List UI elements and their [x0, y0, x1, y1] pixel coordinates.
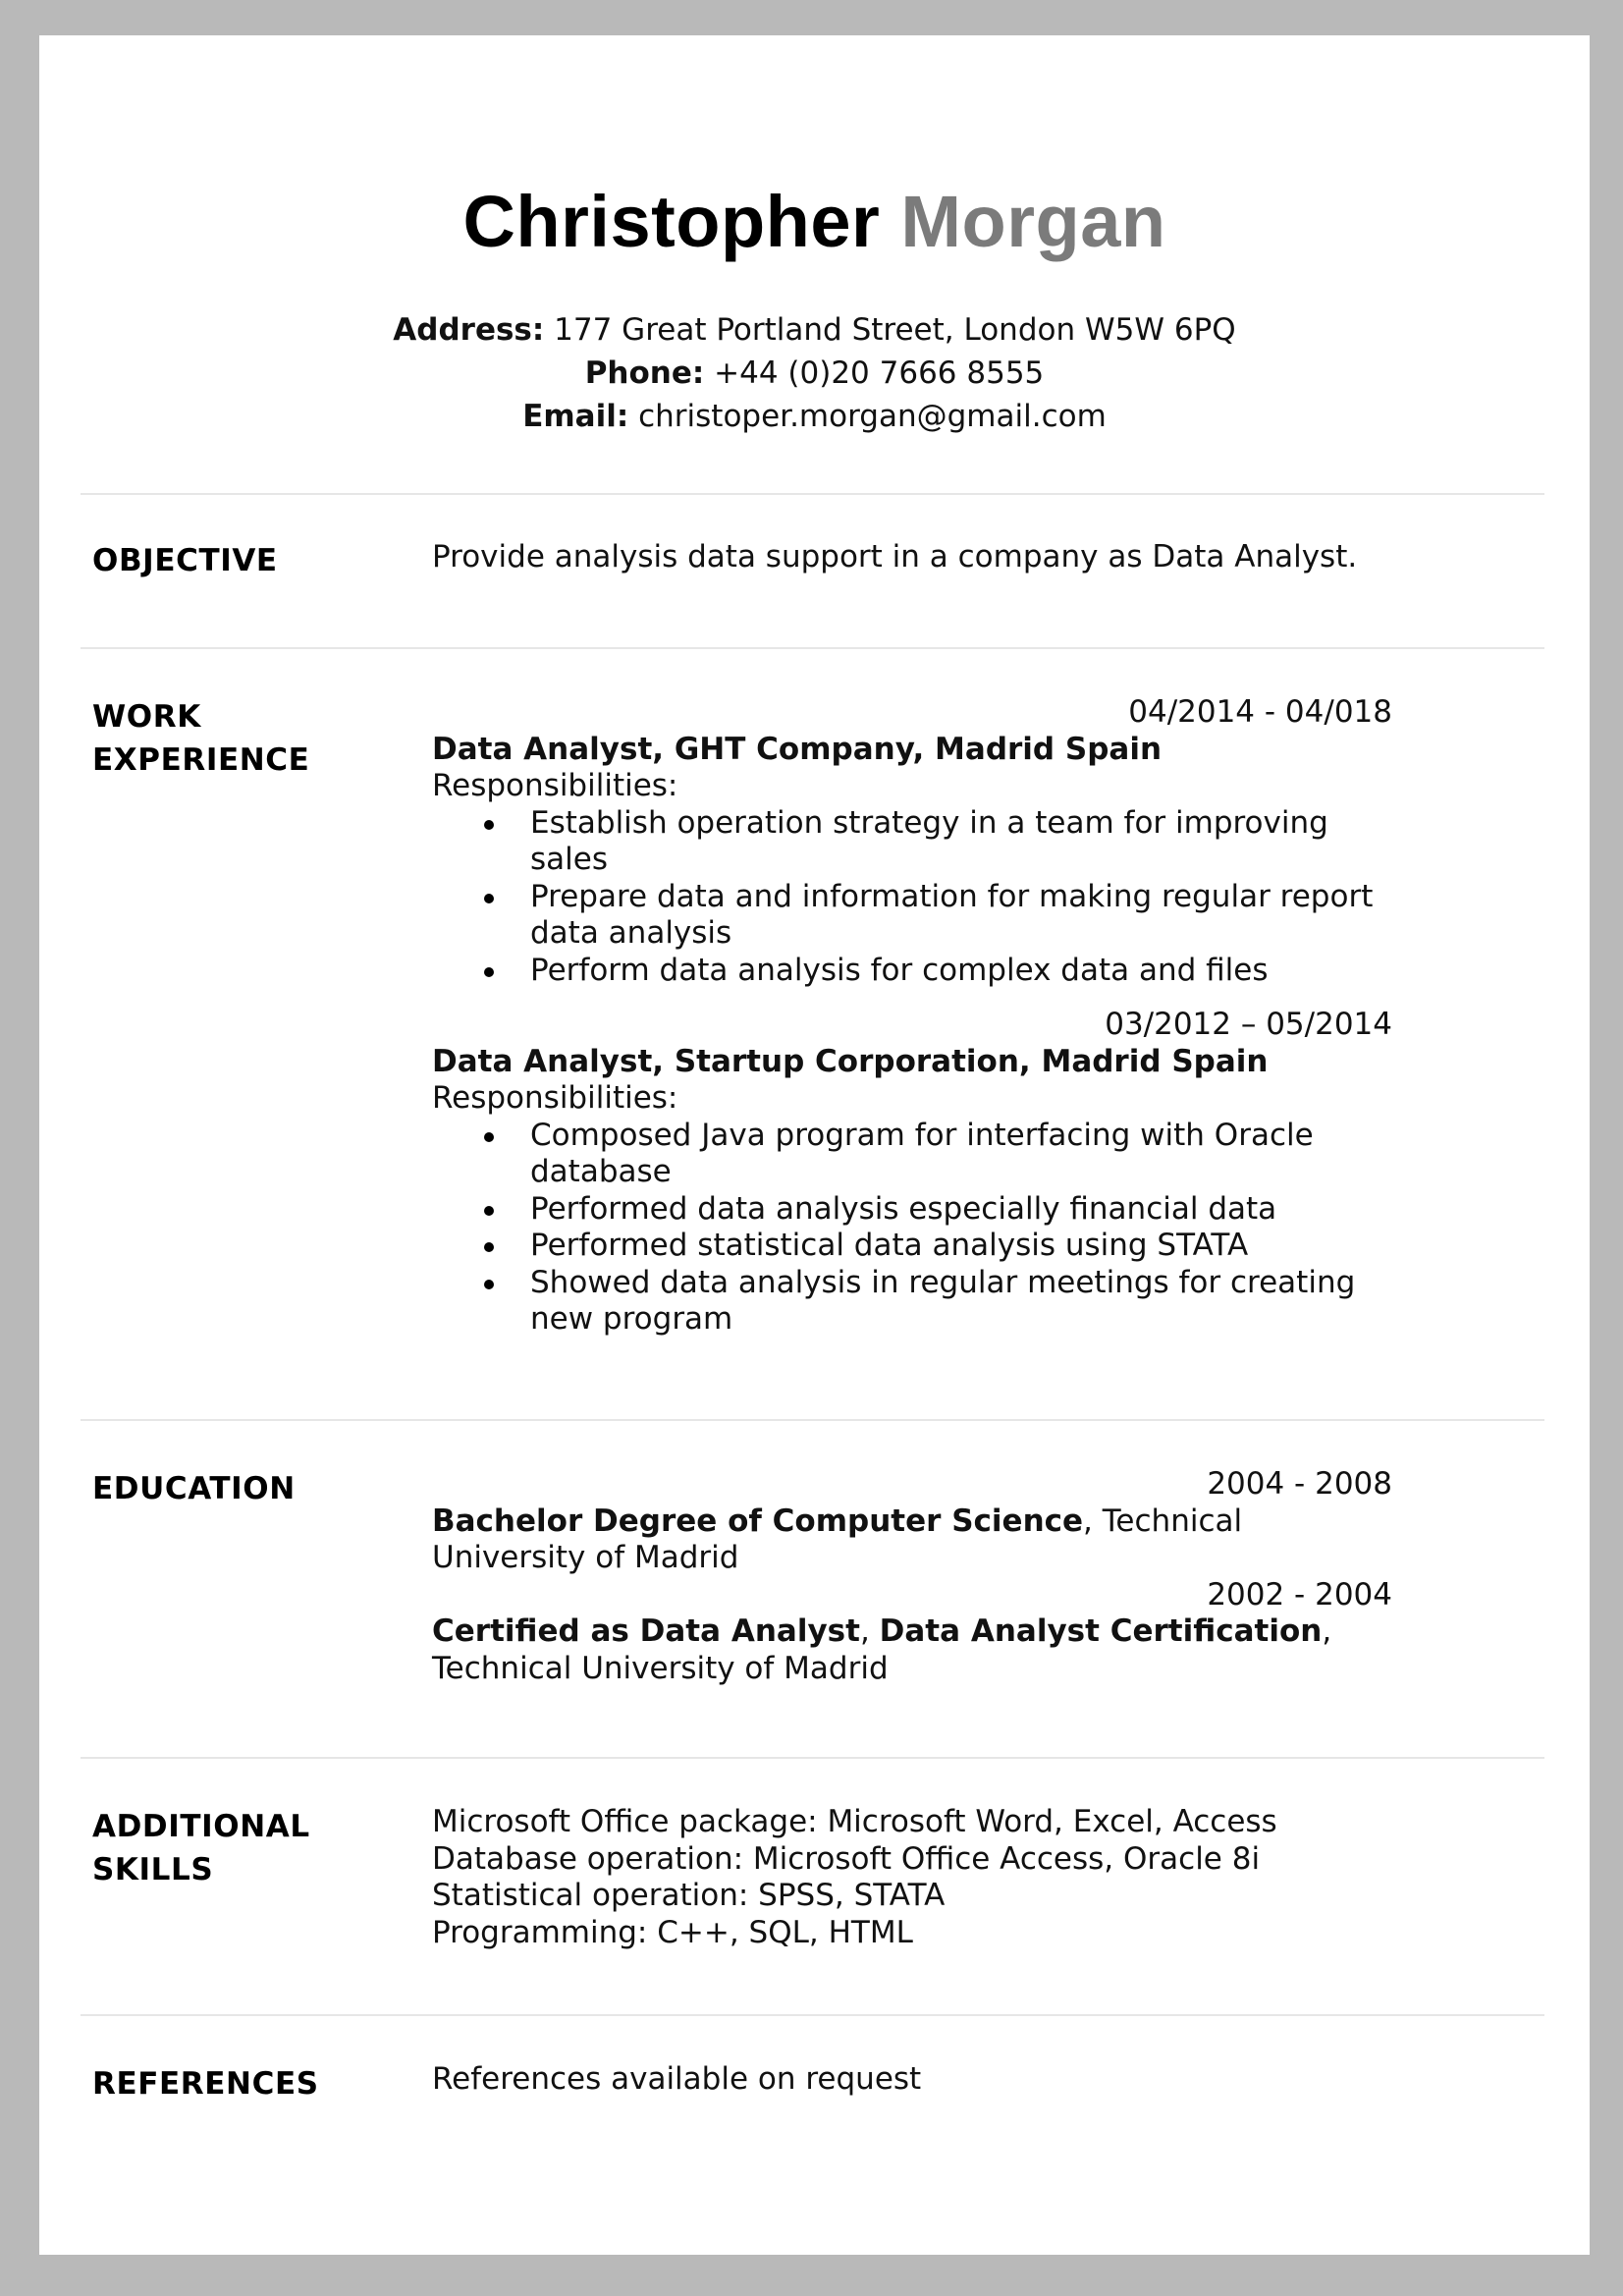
job-dates: 03/2012 – 05/2014: [1105, 1007, 1392, 1042]
last-name: Morgan: [900, 181, 1166, 262]
work-heading-line1: WORK: [92, 699, 201, 735]
degree-name: Certified as Data Analyst: [432, 1613, 860, 1649]
divider: [81, 493, 1544, 495]
email-label: Email:: [522, 399, 629, 434]
skills-body: [432, 1804, 1392, 1951]
skill-line: Database operation: Microsoft Office Access, Oracle 8i: [432, 1840, 1261, 1877]
separator: ,: [1083, 1503, 1103, 1539]
list-item: Performed statistical data analysis using STATA: [530, 1228, 1392, 1265]
skill-line: Programming: C++, SQL, HTML: [432, 1914, 913, 1950]
candidate-name: [39, 183, 1590, 261]
education-heading: EDUCATION: [92, 1471, 296, 1506]
skill-line: Microsoft Office package: Microsoft Word, Excel, Access: [432, 1804, 1277, 1839]
degree-name: Bachelor Degree of Computer Science: [432, 1503, 1084, 1539]
address-line: [39, 308, 1590, 352]
references-text: References available on request: [432, 2061, 922, 2097]
divider: [81, 1757, 1544, 1759]
responsibilities-list: [432, 805, 1392, 990]
phone-label: Phone:: [584, 355, 705, 391]
institution-name: Technical University of Madrid: [432, 1503, 1243, 1575]
divider: [81, 1419, 1544, 1421]
list-item: Establish operation strategy in a team for improving sales: [530, 805, 1392, 879]
work-heading-line2: EXPERIENCE: [92, 742, 310, 778]
education-details: [432, 1613, 1392, 1687]
job-dates: 04/2014 - 04/018: [1128, 694, 1392, 730]
objective-text: Provide analysis data support in a company as Data Analyst.: [432, 539, 1358, 574]
education-details: [432, 1503, 1392, 1577]
education-body: [432, 1466, 1392, 1687]
first-name: Christopher: [462, 181, 881, 262]
work-experience-body: [432, 694, 1392, 1339]
contact-block: [39, 308, 1590, 438]
education-dates: 2002 - 2004: [1207, 1576, 1392, 1613]
job-entry: [432, 694, 1392, 989]
address-value: 177 Great Portland Street, London W5W 6PQ: [554, 312, 1236, 348]
work-experience-heading: [92, 695, 387, 782]
phone-value: +44 (0)20 7666 8555: [714, 355, 1045, 391]
skills-heading-line2: SKILLS: [92, 1852, 214, 1887]
phone-line: [39, 352, 1590, 395]
program-name: Data Analyst Certification: [879, 1613, 1323, 1649]
education-dates: 2004 - 2008: [1207, 1466, 1392, 1502]
skills-heading-line1: ADDITIONAL: [92, 1809, 310, 1844]
institution-name: Technical University of Madrid: [432, 1650, 889, 1686]
objective-heading: OBJECTIVE: [92, 543, 278, 578]
email-line: [39, 395, 1590, 438]
list-item: Showed data analysis in regular meetings for creating new program: [530, 1265, 1392, 1339]
responsibilities-label: Responsibilities:: [432, 1080, 678, 1116]
resume-page: [39, 35, 1590, 2255]
divider: [81, 647, 1544, 649]
address-label: Address:: [393, 312, 545, 348]
responsibilities-list: [432, 1118, 1392, 1339]
separator: ,: [859, 1613, 880, 1649]
skills-heading: [92, 1805, 387, 1891]
job-entry: [432, 1007, 1392, 1339]
email-value: christoper.morgan@gmail.com: [638, 399, 1107, 434]
list-item: Performed data analysis especially financial data: [530, 1191, 1392, 1229]
references-heading: REFERENCES: [92, 2066, 319, 2102]
list-item: Perform data analysis for complex data and files: [530, 953, 1392, 990]
skill-line: Statistical operation: SPSS, STATA: [432, 1878, 946, 1913]
list-item: Prepare data and information for making regular report data analysis: [530, 879, 1392, 953]
education-entry: [432, 1466, 1392, 1577]
separator: ,: [1322, 1613, 1332, 1649]
list-item: Composed Java program for interfacing with Oracle database: [530, 1118, 1392, 1191]
job-title: Data Analyst, GHT Company, Madrid Spain: [432, 731, 1163, 767]
divider: [81, 2014, 1544, 2016]
job-title: Data Analyst, Startup Corporation, Madrid Spain: [432, 1043, 1269, 1079]
responsibilities-label: Responsibilities:: [432, 768, 678, 803]
education-entry: [432, 1577, 1392, 1688]
